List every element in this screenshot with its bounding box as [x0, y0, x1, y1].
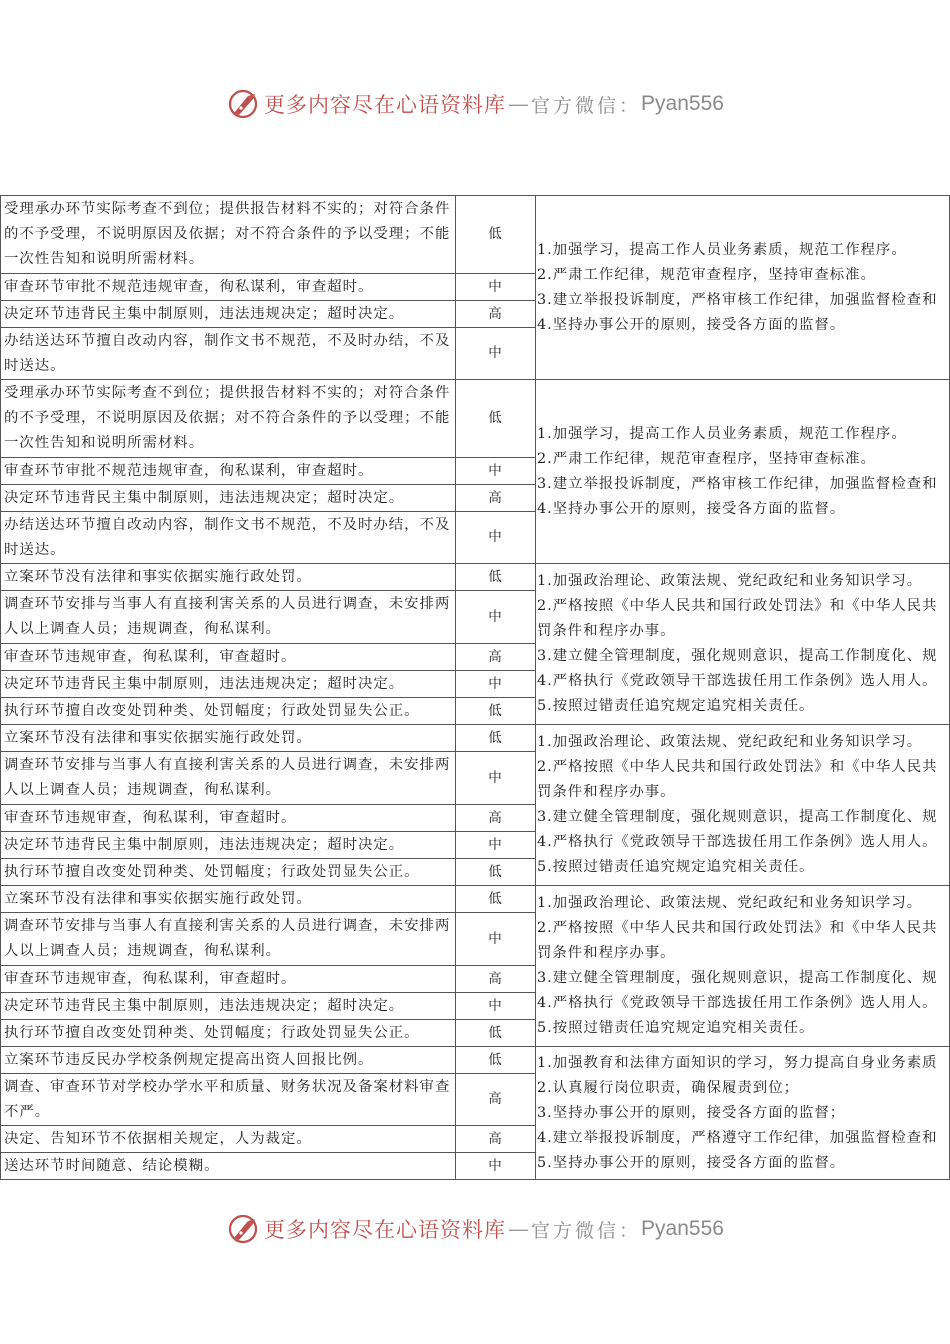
risk-point-cell: 调查、审查环节对学校办学水平和质量、财务状况及备案材料审查不严。: [1, 1074, 456, 1126]
risk-level-cell: 高: [456, 485, 536, 512]
risk-point-cell: 执行环节擅自改变处罚种类、处罚幅度；行政处罚显失公正。: [1, 698, 456, 725]
risk-level-cell: 高: [456, 301, 536, 328]
risk-level-cell: 中: [456, 832, 536, 859]
measure-line: 1.加强政治理论、政策法规、党纪政纪和业务知识学习。: [537, 734, 923, 750]
watermark-separator: —: [508, 1217, 530, 1241]
measure-line: 罚条件和程序办事。: [537, 623, 676, 639]
watermark-wechat-label: 官方微信：: [531, 94, 642, 117]
risk-point-cell: 决定环节违背民主集中制原则，违法违规决定；超时决定。: [1, 832, 456, 859]
watermark-text: 更多内容尽在心语资料库: [264, 93, 507, 117]
risk-point-cell: 立案环节违反民办学校条例规定提高出资人回报比例。: [1, 1047, 456, 1074]
risk-level-cell: 低: [456, 698, 536, 725]
table-row: [1, 564, 950, 591]
risk-point-cell: 决定环节违背民主集中制原则，违法违规决定；超时决定。: [1, 993, 456, 1020]
risk-point-cell: 审查环节审批不规范违规审查，徇私谋利，审查超时。: [1, 458, 456, 485]
risk-level-cell: 低: [456, 1047, 536, 1074]
prevention-measures-cell: [536, 1047, 950, 1180]
watermark-text: 更多内容尽在心语资料库: [264, 1218, 507, 1242]
measure-line: 1.加强政治理论、政策法规、党纪政纪和业务知识学习。: [537, 895, 923, 911]
risk-level-cell: 高: [456, 1126, 536, 1153]
risk-point-cell: 决定环节违背民主集中制原则，违法违规决定；超时决定。: [1, 301, 456, 328]
risk-point-cell: 执行环节擅自改变处罚种类、处罚幅度；行政处罚显失公正。: [1, 1020, 456, 1047]
measure-line: 罚条件和程序办事。: [537, 784, 676, 800]
measure-line: 4.坚持办事公开的原则，接受各方面的监督。: [537, 316, 846, 333]
risk-level-cell: 低: [456, 196, 536, 274]
risk-level-cell: 中: [456, 274, 536, 301]
risk-level-cell: 高: [456, 966, 536, 993]
measure-line: 1.加强学习，提高工作人员业务素质，规范工作程序。: [537, 425, 907, 442]
risk-point-cell: 立案环节没有法律和事实依据实施行政处罚。: [1, 564, 456, 591]
prevention-measures-cell: [536, 196, 950, 380]
risk-point-cell: 立案环节没有法律和事实依据实施行政处罚。: [1, 886, 456, 913]
risk-point-cell: 办结送达环节擅自改动内容，制作文书不规范，不及时办结，不及时送达。: [1, 512, 456, 564]
table-row: [1, 1047, 950, 1074]
pen-nib-logo-icon: [226, 1212, 260, 1246]
risk-point-cell: 审查环节审批不规范违规审查，徇私谋利，审查超时。: [1, 274, 456, 301]
risk-point-cell: 决定环节违背民主集中制原则，违法违规决定；超时决定。: [1, 485, 456, 512]
risk-level-cell: 中: [456, 328, 536, 380]
watermark-wechat-id: Pyan556: [641, 92, 724, 115]
measure-line: 2.认真履行岗位职责，确保履责到位；: [537, 1079, 799, 1096]
risk-point-cell: 决定、告知环节不依据相关规定，人为裁定。: [1, 1126, 456, 1153]
risk-level-cell: 高: [456, 805, 536, 832]
risk-point-cell: 调查环节安排与当事人有直接利害关系的人员进行调查，未安排两人以上调查人员；违规调查，徇私谋利。: [1, 752, 456, 805]
measure-line: 3.建立举报投诉制度，严格审核工作纪律，加强监督检查和: [537, 475, 938, 492]
measure-line: 5.按照过错责任追究规定追究相关责任。: [537, 698, 815, 714]
table-row: [1, 380, 950, 458]
watermark-wechat-label: 官方微信：: [531, 1219, 642, 1242]
measure-line: 3.建立健全管理制度，强化规则意识，提高工作制度化、规: [537, 809, 938, 825]
risk-level-cell: 中: [456, 671, 536, 698]
risk-point-cell: 调查环节安排与当事人有直接利害关系的人员进行调查，未安排两人以上调查人员；违规调查，徇私谋利。: [1, 591, 456, 644]
prevention-measures-cell: [536, 380, 950, 564]
prevention-measures-cell: [536, 564, 950, 725]
measure-line: 4.严格执行《党政领导干部选拔任用工作条例》选人用人。: [537, 673, 938, 689]
measure-line: 4.建立举报投诉制度，严格遵守工作纪律，加强监督检查和: [537, 1129, 938, 1146]
watermark-wechat-id: Pyan556: [641, 1217, 724, 1240]
watermark-banner-bottom: [0, 1209, 950, 1249]
risk-level-cell: 高: [456, 1074, 536, 1126]
watermark-banner-top: [0, 84, 950, 124]
table-row: [1, 196, 950, 274]
measure-line: 5.按照过错责任追究规定追究相关责任。: [537, 859, 815, 875]
risk-point-cell: 执行环节擅自改变处罚种类、处罚幅度；行政处罚显失公正。: [1, 859, 456, 886]
measure-line: 2.严格按照《中华人民共和国行政处罚法》和《中华人民共: [537, 759, 938, 775]
measure-line: 2.严肃工作纪律，规范审查程序，坚持审查标准。: [537, 450, 876, 467]
risk-point-cell: 立案环节没有法律和事实依据实施行政处罚。: [1, 725, 456, 752]
watermark-separator: —: [508, 92, 530, 116]
prevention-measures-cell: [536, 886, 950, 1047]
risk-point-cell: 受理承办环节实际考查不到位；提供报告材料不实的；对符合条件的不予受理，不说明原因及依据；对不符合条件的予以受理；不能一次性告知和说明所需材料。: [1, 380, 456, 458]
risk-level-cell: 低: [456, 1020, 536, 1047]
measure-line: 5.坚持办事公开的原则，接受各方面的监督。: [537, 1154, 846, 1171]
measure-line: 3.坚持办事公开的原则，接受各方面的监督；: [537, 1104, 846, 1121]
risk-point-cell: 审查环节违规审查，徇私谋利，审查超时。: [1, 644, 456, 671]
risk-level-cell: 中: [456, 752, 536, 805]
table-row: [1, 725, 950, 752]
risk-level-cell: 低: [456, 380, 536, 458]
prevention-measures-cell: [536, 725, 950, 886]
measure-line: 4.严格执行《党政领导干部选拔任用工作条例》选人用人。: [537, 834, 938, 850]
measure-line: 1.加强教育和法律方面知识的学习，努力提高自身业务素质: [537, 1054, 938, 1071]
risk-table: [0, 195, 950, 1180]
risk-level-cell: 中: [456, 512, 536, 564]
risk-level-cell: 中: [456, 1153, 536, 1180]
measure-line: 1.加强学习，提高工作人员业务素质，规范工作程序。: [537, 241, 907, 258]
table-row: [1, 886, 950, 913]
risk-level-cell: 低: [456, 886, 536, 913]
risk-point-cell: 决定环节违背民主集中制原则，违法违规决定；超时决定。: [1, 671, 456, 698]
risk-point-cell: 审查环节违规审查，徇私谋利，审查超时。: [1, 966, 456, 993]
measure-line: 1.加强政治理论、政策法规、党纪政纪和业务知识学习。: [537, 573, 923, 589]
measure-line: 5.按照过错责任追究规定追究相关责任。: [537, 1020, 815, 1036]
measure-line: 罚条件和程序办事。: [537, 945, 676, 961]
risk-point-cell: 审查环节违规审查，徇私谋利，审查超时。: [1, 805, 456, 832]
measure-line: 4.严格执行《党政领导干部选拔任用工作条例》选人用人。: [537, 995, 938, 1011]
pen-nib-logo-icon: [226, 87, 260, 121]
measure-line: 3.建立举报投诉制度，严格审核工作纪律，加强监督检查和: [537, 291, 938, 308]
measure-line: 4.坚持办事公开的原则，接受各方面的监督。: [537, 500, 846, 517]
risk-level-cell: 中: [456, 993, 536, 1020]
measure-line: 3.建立健全管理制度，强化规则意识，提高工作制度化、规: [537, 970, 938, 986]
measure-line: 2.严格按照《中华人民共和国行政处罚法》和《中华人民共: [537, 598, 938, 614]
risk-level-cell: 低: [456, 859, 536, 886]
risk-level-cell: 高: [456, 644, 536, 671]
risk-level-cell: 低: [456, 725, 536, 752]
measure-line: 2.严格按照《中华人民共和国行政处罚法》和《中华人民共: [537, 920, 938, 936]
risk-level-cell: 中: [456, 458, 536, 485]
risk-level-cell: 中: [456, 591, 536, 644]
risk-point-cell: 办结送达环节擅自改动内容，制作文书不规范，不及时办结，不及时送达。: [1, 328, 456, 380]
risk-point-cell: 送达环节时间随意、结论模糊。: [1, 1153, 456, 1180]
risk-point-cell: 受理承办环节实际考查不到位；提供报告材料不实的；对符合条件的不予受理，不说明原因及依据；对不符合条件的予以受理；不能一次性告知和说明所需材料。: [1, 196, 456, 274]
risk-level-cell: 中: [456, 913, 536, 966]
measure-line: 3.建立健全管理制度，强化规则意识，提高工作制度化、规: [537, 648, 938, 664]
risk-level-cell: 低: [456, 564, 536, 591]
measure-line: 2.严肃工作纪律，规范审查程序，坚持审查标准。: [537, 266, 876, 283]
risk-point-cell: 调查环节安排与当事人有直接利害关系的人员进行调查，未安排两人以上调查人员；违规调查，徇私谋利。: [1, 913, 456, 966]
